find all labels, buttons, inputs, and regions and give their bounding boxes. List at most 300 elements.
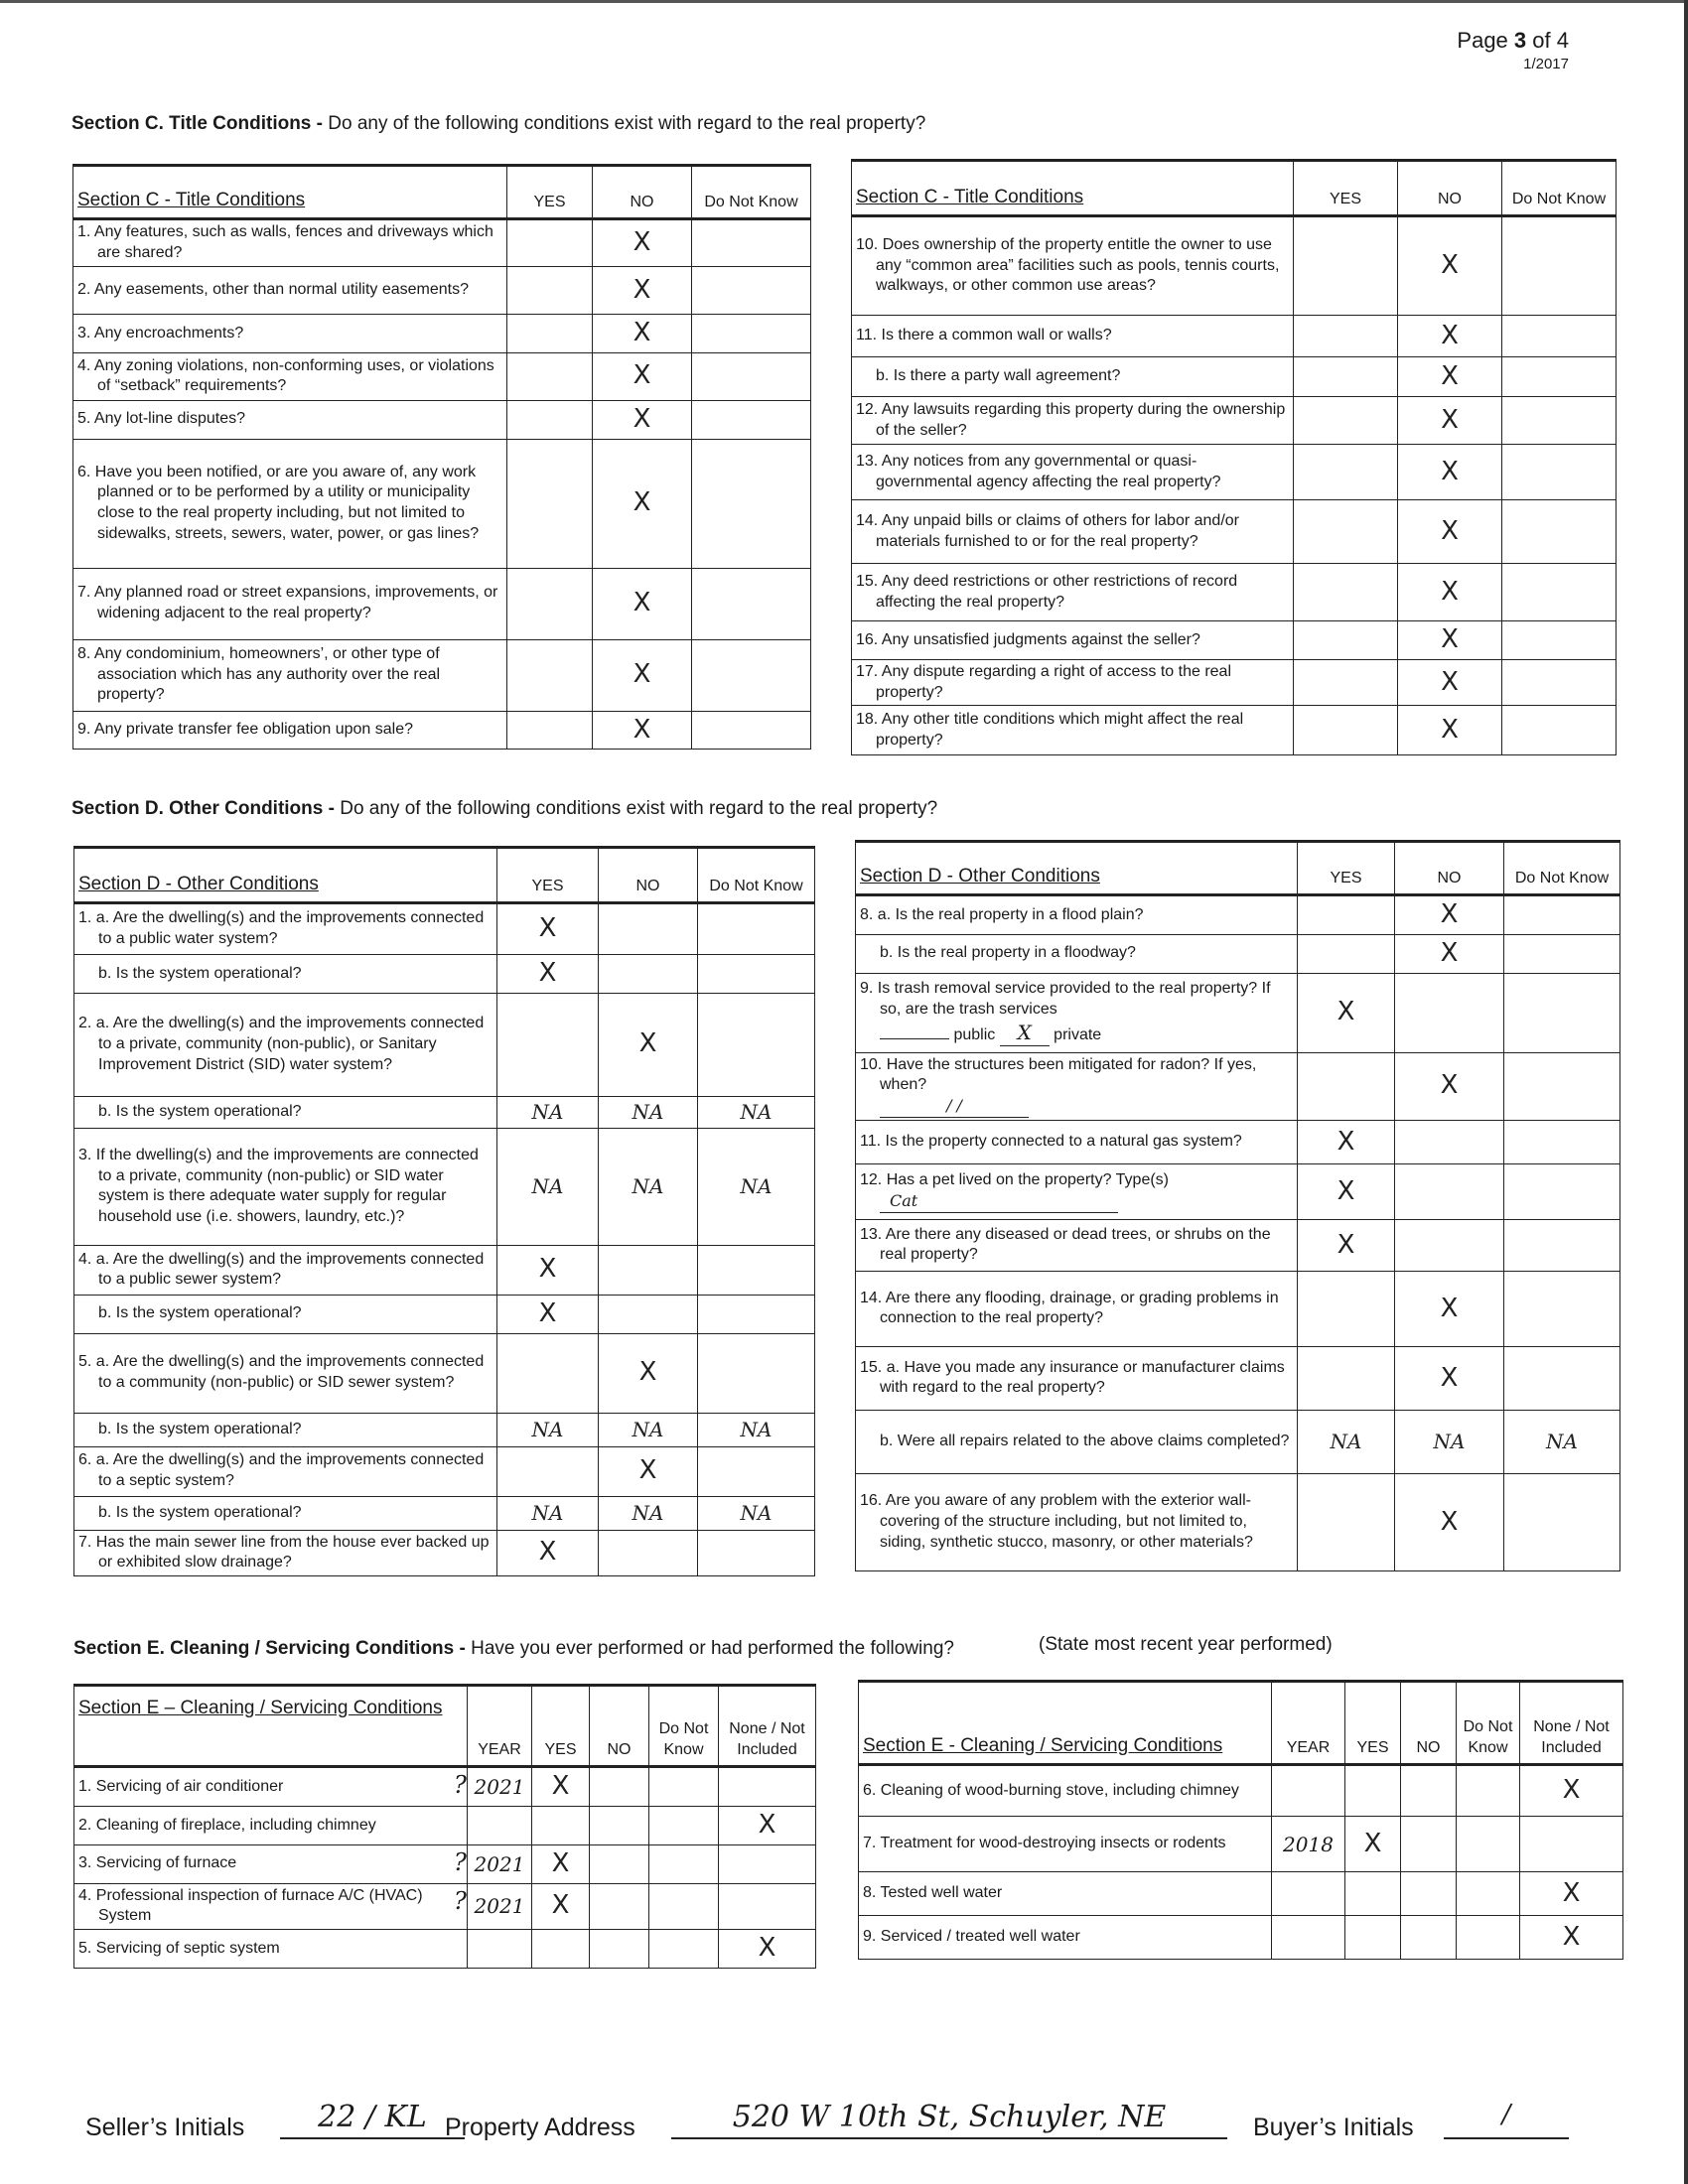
buyer-initials-field[interactable]: /: [1444, 2100, 1569, 2139]
question-cell: [74, 1128, 497, 1245]
table-row: [74, 1930, 816, 1969]
no-answer[interactable]: [590, 1844, 649, 1883]
no-answer[interactable]: X: [599, 1446, 698, 1496]
no-answer[interactable]: NA: [599, 1128, 698, 1245]
no-answer[interactable]: X: [1398, 621, 1502, 660]
question-text: 7. Has the main sewer line from the house ever backed up or exhibited slow drainage?: [78, 1533, 490, 1571]
dnk-answer[interactable]: [698, 1333, 815, 1413]
dnk-answer[interactable]: [1502, 500, 1617, 564]
yes-answer[interactable]: [507, 352, 593, 400]
yes-answer[interactable]: [497, 1333, 599, 1413]
dnk-answer[interactable]: [1502, 659, 1617, 706]
none-answer[interactable]: [719, 1767, 816, 1807]
year-cell[interactable]: [454, 1883, 532, 1930]
question-text: 10. Have the structures been mitigated for radon? If yes, when?: [860, 1055, 1257, 1094]
table-row: [852, 445, 1617, 500]
yes-answer[interactable]: [1298, 934, 1395, 973]
section-d-heading-text: Do any of the following conditions exist with regard to the real property?: [334, 798, 938, 819]
no-answer[interactable]: [590, 1930, 649, 1969]
yes-answer[interactable]: X: [532, 1883, 590, 1930]
no-answer[interactable]: X: [593, 352, 692, 400]
dnk-answer[interactable]: [1457, 1872, 1520, 1916]
public-label: public: [953, 1026, 996, 1044]
dnk-answer[interactable]: [1457, 1765, 1520, 1817]
no-answer[interactable]: [1401, 1765, 1457, 1817]
question-cell: [859, 1765, 1272, 1817]
table-row: [74, 1767, 816, 1807]
no-answer[interactable]: NA: [599, 1496, 698, 1530]
year-cell[interactable]: [1272, 1765, 1345, 1817]
question-cell: [852, 357, 1294, 397]
table-row: [852, 216, 1617, 316]
dnk-answer[interactable]: [1502, 316, 1617, 357]
table-row: [859, 1872, 1623, 1916]
recent-year-note: (State most recent year performed): [1039, 1634, 1333, 1655]
section-d-right-table: [855, 840, 1620, 1571]
no-answer[interactable]: X: [593, 568, 692, 639]
question-text: 12. Has a pet lived on the property? Type(s): [860, 1171, 1169, 1189]
yes-answer[interactable]: X: [532, 1844, 590, 1883]
no-answer[interactable]: X: [1395, 895, 1504, 935]
page-number: [1457, 28, 1569, 54]
dnk-answer[interactable]: [698, 1446, 815, 1496]
yes-answer[interactable]: X: [1298, 1163, 1395, 1219]
question-text: 1. Servicing of air conditioner: [78, 1777, 284, 1795]
question-text: b. Is the real property in a floodway?: [880, 944, 1136, 962]
yes-answer[interactable]: X: [1298, 1219, 1395, 1271]
dnk-answer[interactable]: [692, 711, 811, 750]
question-cell: [852, 564, 1294, 621]
dnk-answer[interactable]: [649, 1807, 719, 1845]
property-address-field[interactable]: 520 W 10th St, Schuyler, NE: [671, 2100, 1227, 2139]
table-row: [73, 352, 811, 400]
year-value: 2018: [1283, 1832, 1334, 1856]
table-row: [74, 1530, 815, 1576]
question-text: 6. Have you been notified, or are you aware of, any work planned or to be performed by a utility or municipality close to the real property including, but not limited to sidewalks, streets, sewers, water, power, or gas lines?: [77, 463, 480, 542]
question-text: 2. Any easements, other than normal utility easements?: [77, 281, 469, 299]
question-text: 3. Any encroachments?: [77, 324, 244, 341]
question-cell: [74, 1930, 468, 1969]
none-answer[interactable]: [1520, 1817, 1623, 1872]
no-answer[interactable]: NA: [1395, 1410, 1504, 1473]
question-text: 11. Is there a common wall or walls?: [856, 327, 1112, 344]
question-text: 13. Are there any diseased or dead trees, or shrubs on the real property?: [860, 1225, 1271, 1264]
dnk-answer[interactable]: NA: [698, 1128, 815, 1245]
question-text: 2. Cleaning of fireplace, including chimney: [78, 1816, 376, 1834]
table-row: [856, 934, 1620, 973]
radon-date-field[interactable]: / /: [880, 1096, 1029, 1118]
no-answer[interactable]: X: [593, 267, 692, 315]
dnk-answer[interactable]: [692, 267, 811, 315]
yes-answer[interactable]: NA: [497, 1413, 599, 1446]
yes-answer[interactable]: [507, 639, 593, 711]
no-answer[interactable]: X: [1398, 216, 1502, 316]
question-text: 17. Any dispute regarding a right of access to the real property?: [856, 662, 1232, 701]
table-row: [852, 706, 1617, 755]
no-answer[interactable]: X: [1395, 1052, 1504, 1120]
no-answer[interactable]: X: [593, 639, 692, 711]
yes-answer[interactable]: [532, 1807, 590, 1845]
no-answer[interactable]: X: [1395, 1346, 1504, 1410]
uncertain-mark: ?: [454, 1847, 467, 1876]
no-answer[interactable]: X: [1398, 357, 1502, 397]
table-row: [856, 1346, 1620, 1410]
dnk-answer[interactable]: [1504, 1346, 1620, 1410]
trash-service-choice: [860, 1020, 1292, 1046]
yes-answer[interactable]: [1294, 357, 1398, 397]
no-answer[interactable]: [599, 955, 698, 994]
table-row: [74, 1446, 815, 1496]
no-answer[interactable]: [1395, 973, 1504, 1052]
col-yes: YES: [1294, 161, 1398, 216]
yes-answer[interactable]: [1294, 621, 1398, 660]
no-answer[interactable]: [1395, 1120, 1504, 1163]
uncertain-mark: ?: [454, 1771, 467, 1799]
yes-answer[interactable]: X: [532, 1767, 590, 1807]
question-text: 2. a. Are the dwelling(s) and the improvements connected to a private, community (non-public), or Sanitary Improvement District (SID) water system?: [78, 1015, 485, 1073]
table-row: [859, 1765, 1623, 1817]
question-cell: [856, 1271, 1298, 1346]
table-row: [73, 219, 811, 267]
question-text: 3. If the dwelling(s) and the improvements are connected to a private, community (non-public) or SID water system is there adequate water supply for regular household use (i.e. showers, laundry, etc.)?: [78, 1146, 479, 1226]
table-row: [856, 1052, 1620, 1120]
dnk-answer[interactable]: [1502, 621, 1617, 660]
no-answer[interactable]: [599, 1530, 698, 1576]
yes-answer[interactable]: [1294, 216, 1398, 316]
yes-answer[interactable]: [1294, 316, 1398, 357]
section-e-table-title: Section E – Cleaning / Servicing Conditions: [74, 1686, 468, 1767]
no-answer[interactable]: X: [1395, 1473, 1504, 1570]
table-row: [74, 1096, 815, 1128]
yes-answer[interactable]: [1294, 659, 1398, 706]
question-text: 3. Servicing of furnace: [78, 1854, 237, 1872]
no-answer[interactable]: X: [1398, 445, 1502, 500]
none-answer[interactable]: X: [1520, 1872, 1623, 1916]
table-row: [73, 315, 811, 353]
table-row: [74, 1128, 815, 1245]
dnk-answer[interactable]: NA: [1504, 1410, 1620, 1473]
dnk-answer[interactable]: [1504, 1052, 1620, 1120]
dnk-answer[interactable]: [1504, 1271, 1620, 1346]
dnk-answer[interactable]: [1502, 445, 1617, 500]
yes-answer[interactable]: X: [1345, 1817, 1401, 1872]
dnk-answer[interactable]: [692, 352, 811, 400]
yes-answer[interactable]: X: [497, 903, 599, 955]
section-d-table-title-right: Section D - Other Conditions: [856, 842, 1298, 895]
dnk-answer[interactable]: [1504, 1219, 1620, 1271]
no-answer[interactable]: X: [599, 1333, 698, 1413]
question-cell: [73, 315, 507, 353]
table-row: [74, 1496, 815, 1530]
dnk-answer[interactable]: [1502, 706, 1617, 755]
yes-answer[interactable]: [497, 1446, 599, 1496]
year-value: 2021: [474, 1894, 525, 1919]
section-e-right-table: [858, 1680, 1623, 1960]
question-cell: [74, 1883, 468, 1930]
no-answer[interactable]: X: [593, 400, 692, 439]
no-answer[interactable]: X: [1398, 397, 1502, 445]
no-answer[interactable]: X: [1398, 659, 1502, 706]
table-row: [856, 1473, 1620, 1570]
dnk-answer[interactable]: [692, 568, 811, 639]
dnk-answer[interactable]: NA: [698, 1096, 815, 1128]
table-row: [856, 1219, 1620, 1271]
no-answer[interactable]: [1401, 1872, 1457, 1916]
seller-initials-field[interactable]: 22 / KL: [280, 2100, 465, 2139]
yes-answer[interactable]: [1298, 1473, 1395, 1570]
none-answer[interactable]: [719, 1844, 816, 1883]
year-cell[interactable]: [454, 1844, 532, 1883]
no-answer[interactable]: X: [1398, 316, 1502, 357]
no-answer[interactable]: X: [1395, 1271, 1504, 1346]
no-answer[interactable]: [590, 1807, 649, 1845]
no-answer[interactable]: [599, 1245, 698, 1295]
yes-answer[interactable]: X: [1298, 973, 1395, 1052]
col-no: NO: [593, 166, 692, 219]
none-answer[interactable]: [719, 1883, 816, 1930]
no-answer[interactable]: X: [1398, 706, 1502, 755]
no-answer[interactable]: [1401, 1916, 1457, 1960]
year-cell[interactable]: [468, 1930, 532, 1969]
yes-answer[interactable]: X: [1298, 1120, 1395, 1163]
question-text: b. Is the system operational?: [98, 964, 302, 982]
yes-answer[interactable]: [507, 400, 593, 439]
question-cell: [859, 1872, 1272, 1916]
no-answer[interactable]: X: [599, 993, 698, 1096]
yes-answer[interactable]: [1294, 706, 1398, 755]
yes-answer[interactable]: [1345, 1765, 1401, 1817]
question-text: 18. Any other title conditions which might affect the real property?: [856, 711, 1244, 749]
question-text: 11. Is the property connected to a natural gas system?: [860, 1133, 1242, 1151]
question-cell: [856, 1052, 1298, 1120]
dnk-answer[interactable]: NA: [698, 1413, 815, 1446]
no-answer[interactable]: [1395, 1219, 1504, 1271]
question-cell: [74, 1446, 497, 1496]
dnk-answer[interactable]: [1502, 564, 1617, 621]
dnk-answer[interactable]: [692, 639, 811, 711]
question-cell: [74, 1844, 468, 1883]
yes-answer[interactable]: [507, 568, 593, 639]
year-cell[interactable]: [1272, 1817, 1345, 1872]
yes-answer[interactable]: [1298, 1346, 1395, 1410]
dnk-answer[interactable]: [1504, 973, 1620, 1052]
dnk-answer[interactable]: [1457, 1916, 1520, 1960]
dnk-answer[interactable]: [1502, 397, 1617, 445]
page-total: of 4: [1532, 28, 1569, 53]
section-c-right-table: [851, 159, 1617, 755]
col-year: YEAR: [1272, 1682, 1345, 1765]
year-cell[interactable]: [1272, 1872, 1345, 1916]
table-row: [73, 400, 811, 439]
dnk-answer[interactable]: [1457, 1817, 1520, 1872]
yes-answer[interactable]: [1298, 1052, 1395, 1120]
yes-answer[interactable]: [1294, 397, 1398, 445]
question-cell: [856, 1473, 1298, 1570]
dnk-answer[interactable]: [692, 315, 811, 353]
page-label: Page: [1457, 28, 1508, 53]
question-cell: [74, 1530, 497, 1576]
no-answer[interactable]: X: [1398, 564, 1502, 621]
no-answer[interactable]: X: [593, 711, 692, 750]
seller-initials-label: Seller’s Initials: [85, 2114, 245, 2141]
section-d-heading: [71, 798, 937, 820]
section-c-left-table: [72, 164, 811, 750]
no-answer[interactable]: [599, 903, 698, 955]
dnk-answer[interactable]: [649, 1930, 719, 1969]
yes-answer[interactable]: NA: [1298, 1410, 1395, 1473]
question-cell: [74, 1496, 497, 1530]
year-cell[interactable]: [454, 1767, 532, 1807]
dnk-answer[interactable]: [1504, 1120, 1620, 1163]
table-row: [856, 1163, 1620, 1219]
table-row: [74, 1844, 816, 1883]
question-cell: [852, 216, 1294, 316]
dnk-answer[interactable]: [1504, 934, 1620, 973]
dnk-answer[interactable]: [698, 903, 815, 955]
section-c-table-title-right: Section C - Title Conditions: [852, 161, 1294, 216]
question-text: 4. a. Are the dwelling(s) and the improvements connected to a public sewer system?: [78, 1250, 485, 1289]
col-do-not-know: Do Not Know: [649, 1686, 719, 1767]
yes-answer[interactable]: [1298, 1271, 1395, 1346]
none-answer[interactable]: X: [1520, 1765, 1623, 1817]
dnk-answer[interactable]: [692, 439, 811, 568]
table-row: [852, 500, 1617, 564]
yes-answer[interactable]: [507, 711, 593, 750]
question-cell: [73, 639, 507, 711]
col-do-not-know: Do Not Know: [698, 848, 815, 903]
footer: [85, 2100, 1615, 2159]
no-answer[interactable]: [1401, 1817, 1457, 1872]
yes-answer[interactable]: [497, 993, 599, 1096]
no-answer[interactable]: [599, 1295, 698, 1333]
table-row: [852, 397, 1617, 445]
no-answer[interactable]: NA: [599, 1413, 698, 1446]
yes-answer[interactable]: [1298, 895, 1395, 935]
question-text: 5. Any lot-line disputes?: [77, 410, 245, 428]
yes-answer[interactable]: X: [497, 955, 599, 994]
none-answer[interactable]: X: [719, 1807, 816, 1845]
col-yes: YES: [1345, 1682, 1401, 1765]
dnk-answer[interactable]: [698, 955, 815, 994]
section-c-heading: [71, 113, 925, 135]
dnk-answer[interactable]: [1502, 216, 1617, 316]
no-answer[interactable]: X: [593, 315, 692, 353]
col-none-not-included: None / Not Included: [1520, 1682, 1623, 1765]
question-text: 14. Are there any flooding, drainage, or grading problems in connection to the real property?: [860, 1289, 1279, 1327]
no-answer[interactable]: [590, 1883, 649, 1930]
table-row: [856, 1410, 1620, 1473]
yes-answer[interactable]: [507, 315, 593, 353]
question-cell: [73, 352, 507, 400]
none-answer[interactable]: X: [1520, 1916, 1623, 1960]
yes-answer[interactable]: [1294, 564, 1398, 621]
col-yes: YES: [497, 848, 599, 903]
question-cell: [856, 1219, 1298, 1271]
no-answer[interactable]: X: [593, 219, 692, 267]
dnk-answer[interactable]: [649, 1767, 719, 1807]
no-answer[interactable]: [590, 1767, 649, 1807]
yes-answer[interactable]: [1345, 1872, 1401, 1916]
yes-answer[interactable]: NA: [497, 1128, 599, 1245]
dnk-answer[interactable]: [698, 1530, 815, 1576]
table-row: [859, 1817, 1623, 1872]
yes-answer[interactable]: X: [497, 1245, 599, 1295]
question-cell: [73, 267, 507, 315]
dnk-answer[interactable]: [692, 219, 811, 267]
question-cell: [856, 1120, 1298, 1163]
dnk-answer[interactable]: [649, 1883, 719, 1930]
question-cell: [859, 1817, 1272, 1872]
section-d-heading-bold: Section D. Other Conditions -: [71, 798, 335, 819]
private-blank[interactable]: X: [1000, 1020, 1050, 1046]
col-do-not-know: Do Not Know: [1502, 161, 1617, 216]
dnk-answer[interactable]: [1504, 895, 1620, 935]
question-text: 7. Treatment for wood-destroying insects or rodents: [863, 1835, 1226, 1852]
yes-answer[interactable]: [507, 439, 593, 568]
dnk-answer[interactable]: [698, 993, 815, 1096]
question-cell: [852, 445, 1294, 500]
table-row: [852, 659, 1617, 706]
dnk-answer[interactable]: [698, 1295, 815, 1333]
question-cell: [74, 903, 497, 955]
yes-answer[interactable]: [507, 219, 593, 267]
no-answer[interactable]: X: [1398, 500, 1502, 564]
yes-answer[interactable]: [507, 267, 593, 315]
yes-answer[interactable]: [1294, 445, 1398, 500]
no-answer[interactable]: X: [1395, 934, 1504, 973]
dnk-answer[interactable]: [698, 1245, 815, 1295]
pet-type-field[interactable]: Cat: [880, 1191, 1118, 1213]
year-cell[interactable]: [1272, 1916, 1345, 1960]
table-row: [74, 993, 815, 1096]
no-answer[interactable]: [1395, 1163, 1504, 1219]
question-text: 15. a. Have you made any insurance or manufacturer claims with regard to the real property?: [860, 1358, 1285, 1397]
no-answer[interactable]: X: [593, 439, 692, 568]
yes-answer[interactable]: X: [497, 1295, 599, 1333]
question-cell: [74, 1413, 497, 1446]
dnk-answer[interactable]: [1504, 1473, 1620, 1570]
dnk-answer[interactable]: [649, 1844, 719, 1883]
question-cell: [74, 1807, 468, 1845]
question-text: b. Is the system operational?: [98, 1420, 302, 1437]
private-label: private: [1054, 1026, 1102, 1044]
yes-answer[interactable]: [1294, 500, 1398, 564]
question-cell: [852, 706, 1294, 755]
yes-answer[interactable]: NA: [497, 1496, 599, 1530]
question-text: b. Is the system operational?: [98, 1503, 302, 1521]
public-blank[interactable]: [880, 1038, 949, 1039]
dnk-answer[interactable]: [1502, 357, 1617, 397]
table-row: [852, 357, 1617, 397]
yes-answer[interactable]: X: [497, 1530, 599, 1576]
dnk-answer[interactable]: NA: [698, 1496, 815, 1530]
dnk-answer[interactable]: [692, 400, 811, 439]
dnk-answer[interactable]: [1504, 1163, 1620, 1219]
question-cell: [852, 500, 1294, 564]
year-cell[interactable]: [468, 1807, 532, 1845]
none-answer[interactable]: X: [719, 1930, 816, 1969]
question-text: b. Is the system operational?: [98, 1304, 302, 1322]
yes-answer[interactable]: [1345, 1916, 1401, 1960]
question-cell: [852, 659, 1294, 706]
table-row: [852, 621, 1617, 660]
section-c-table-title: Section C - Title Conditions: [73, 166, 507, 219]
yes-answer[interactable]: [532, 1930, 590, 1969]
yes-answer[interactable]: NA: [497, 1096, 599, 1128]
question-cell: [74, 955, 497, 994]
no-answer[interactable]: NA: [599, 1096, 698, 1128]
col-do-not-know: Do Not Know: [1504, 842, 1620, 895]
